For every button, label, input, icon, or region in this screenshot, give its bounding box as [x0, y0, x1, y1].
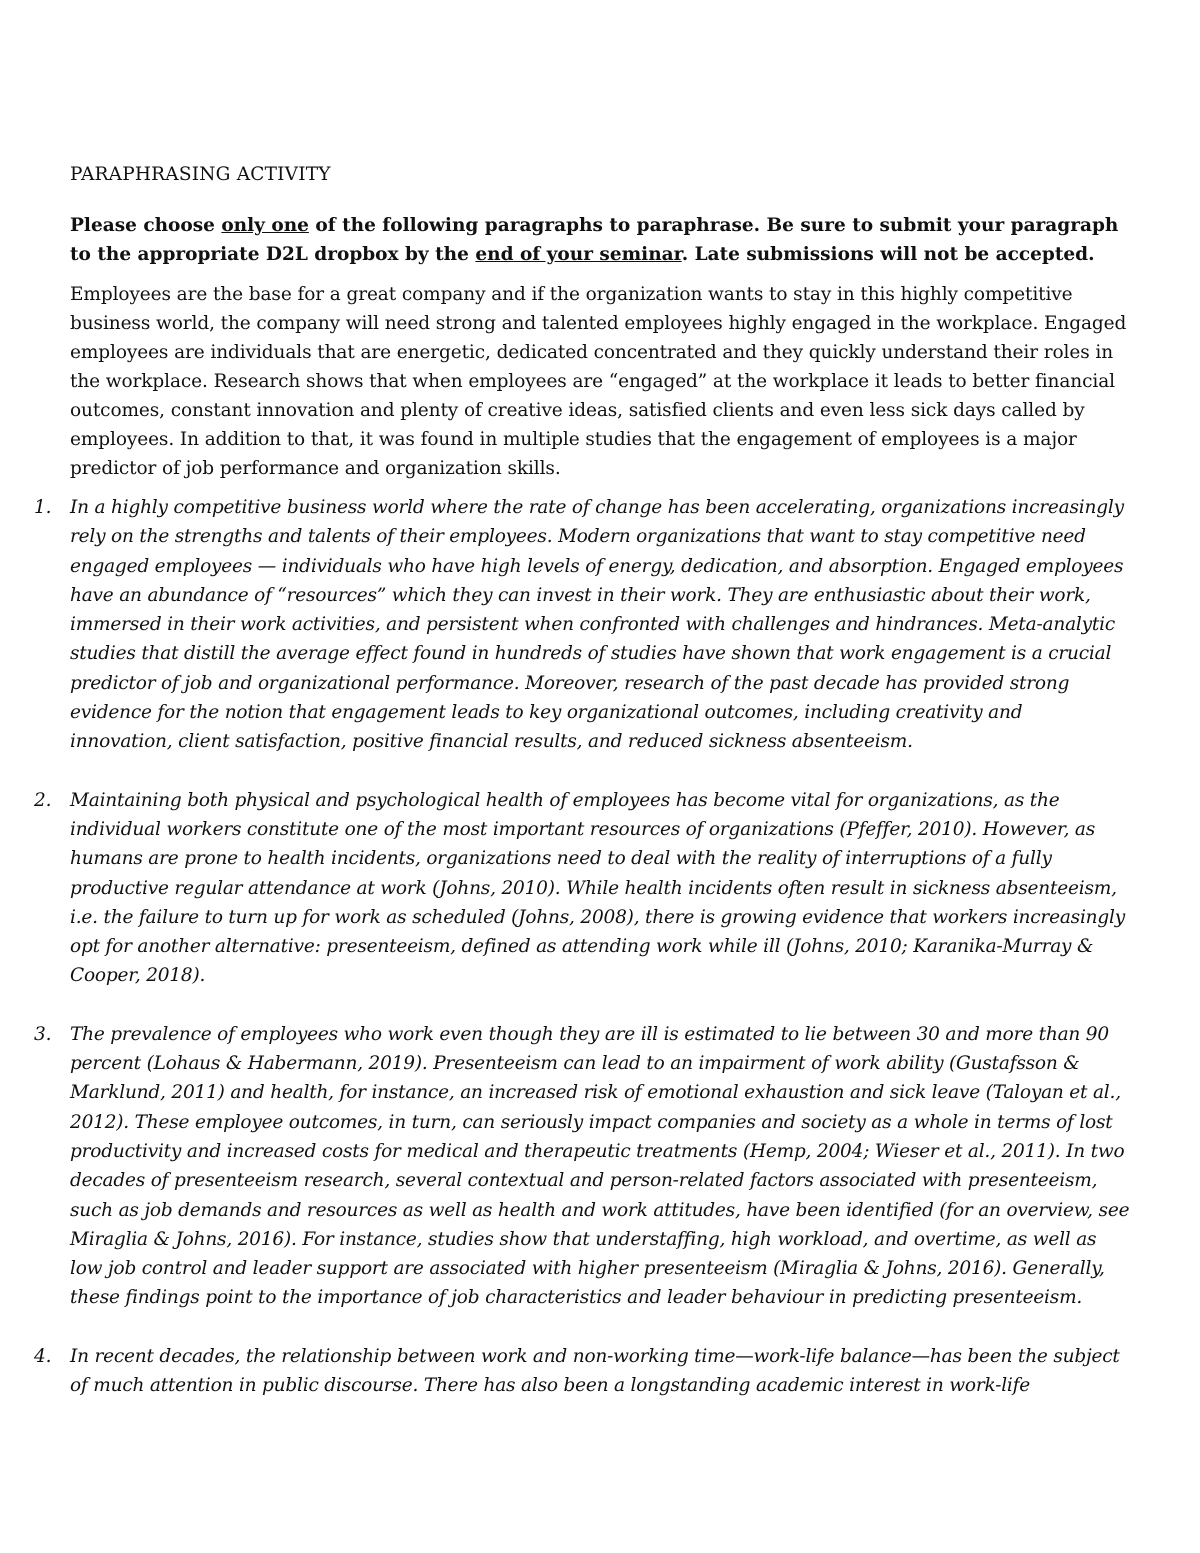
instructions — [70, 211, 1130, 269]
instructions-text-2: of the following paragraphs to paraphrase. Be sure to submit your paragraph to the appropriate D2L dropbox by the — [70, 215, 1119, 265]
page-title: PARAPHRASING ACTIVITY — [70, 164, 331, 185]
list-item — [34, 493, 1130, 757]
instructions-text-1: Please choose — [70, 215, 222, 236]
instructions-underline-2: end of your seminar — [475, 244, 682, 265]
list-item-number: 2. — [34, 789, 52, 811]
list-item-number: 4. — [34, 1345, 52, 1367]
sample-paragraph: Employees are the base for a great company and if the organization wants to stay in this highly competitive business world, the company will need strong and talented employees highly engaged in the workplace. Engaged employees are individuals that are energetic, dedicated concentrated and they quickly understand their roles in the workplace. Research shows that when employees are “engaged” at the workplace it leads to better financial outcomes, constant innovation and plenty of creative ideas, satisfied clients and even less sick days called by employees. In addition to that, it was found in multiple studies that the engagement of employees is a major predictor of job performance and organization skills. — [70, 284, 1127, 479]
list-item — [34, 786, 1130, 991]
list-item-text: In recent decades, the relationship between work and non-working time—work-life balance—has been the subject of much attention in public discourse. There has also been a longstanding academic interest in work-life — [70, 1345, 1120, 1397]
instructions-underline-1: only one — [221, 215, 309, 236]
instructions-text-3: . Late submissions will not be accepted. — [681, 244, 1095, 265]
list-item-number: 3. — [34, 1023, 52, 1045]
list-item-text: The prevalence of employees who work even though they are ill is estimated to lie between 30 and more than 90 percent (Lohaus & Habermann, 2019). Presenteeism can lead to an impairment of work ability (Gustafsson & Marklund, 2011) and health, for instance, an increased risk of emotional exhaustion and sick leave (Taloyan et al., 2012). These employee outcomes, in turn, can seriously impact companies and society as a whole in terms of lost productivity and increased costs for medical and therapeutic treatments (Hemp, 2004; Wieser et al., 2011). In two decades of presenteeism research, several contextual and person-related factors associated with presenteeism, such as job demands and resources as well as health and work attitudes, have been identified (for an overview, see Miraglia & Johns, 2016). For instance, studies show that understaffing, high workload, and overtime, as well as low job control and leader support are associated with higher presenteeism (Miraglia & Johns, 2016). Generally, these findings point to the importance of job characteristics and leader behaviour in predicting presenteeism. — [70, 1023, 1130, 1309]
document-page — [34, 160, 1130, 1429]
paragraph-list — [34, 493, 1130, 1400]
list-item — [34, 1342, 1130, 1401]
list-item-number: 1. — [34, 497, 52, 518]
list-item-text: In a highly competitive business world where the rate of change has been accelerating, organizations increasingly rely on the strengths and talents of their employees. Modern organizations that want to stay competitive need engaged employees — individuals who have high levels of energy, dedication, and absorption. Engaged employees have an abundance of “resources” which they can invest in their work. They are enthusiastic about their work, immersed in their work activities, and persistent when confronted with challenges and hindrances. Meta-analytic studies that distill the average effect found in hundreds of studies have shown that work engagement is a crucial predictor of job and organizational performance. Moreover, research of the past decade has provided strong evidence for the notion that engagement leads to key organizational outcomes, including creativity and innovation, client satisfaction, positive financial results, and reduced sickness absenteeism. — [70, 497, 1124, 753]
list-item-text: Maintaining both physical and psychological health of employees has become vital for organizations, as the individual workers constitute one of the most important resources of organizations (Pfeffer, 2010). However, as humans are prone to health incidents, organizations need to deal with the reality of interruptions of a fully productive regular attendance at work (Johns, 2010). While health incidents often result in sickness absenteeism, i.e. the failure to turn up for work as scheduled (Johns, 2008), there is growing evidence that workers increasingly opt for another alternative: presenteeism, defined as attending work while ill (Johns, 2010; Karanika-Murray & Cooper, 2018). — [70, 789, 1125, 987]
list-item — [34, 1020, 1130, 1313]
